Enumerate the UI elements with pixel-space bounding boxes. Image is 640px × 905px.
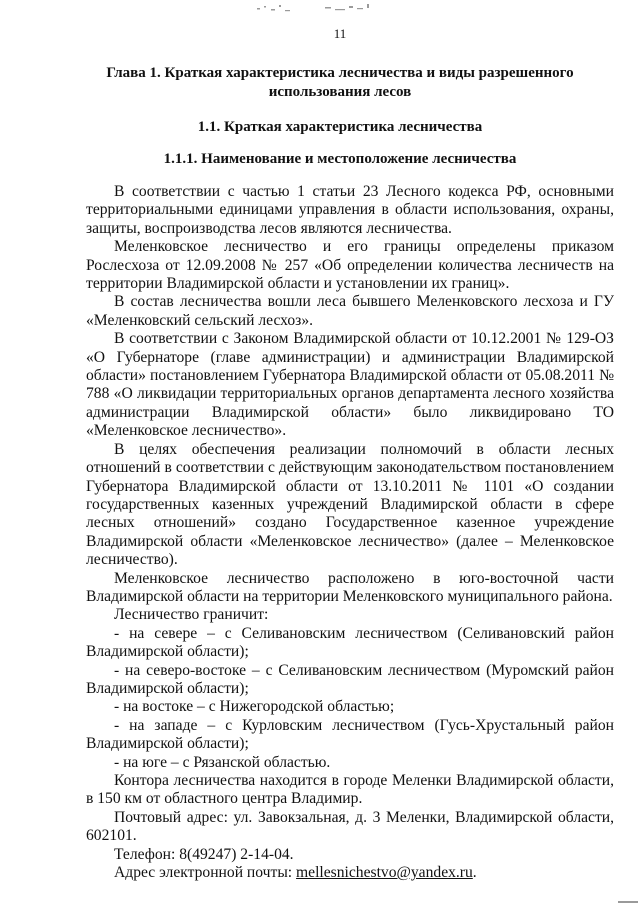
border-item: - на севере – с Селивановским лесничеством (Селивановский район Владимирской области); (86, 624, 614, 661)
paragraph: Лесничество граничит: (114, 606, 269, 624)
phone-line: Телефон: 8(49247) 2-14-04. (114, 845, 294, 863)
paragraph: В соответствии с частью 1 статьи 23 Лесного кодекса РФ, основными территориальными единицами управления в области использования, охраны, защиты, воспроизводства лесов являются лесничества. (86, 183, 614, 237)
paragraph: Меленковское лесничество расположено в юго-восточной части Владимирской области на территории Меленковского муниципального района. (86, 569, 614, 605)
section-heading: 1.1. Краткая характеристика лесничества (197, 119, 483, 135)
chapter-heading: Глава 1. Краткая характеристика лесничества и виды разрешенного использования лесов (106, 65, 574, 100)
paragraph: В соответствии с Законом Владимирской области от 10.12.2001 № 129-ОЗ «О Губернаторе (главе администрации) и администрации Владимирской области» постановлением Губернатора Владимирской области от 05.08.2011 № 788 «О ликвидации территориальных органов департамента лесного хозяйства администрации Владимирской области» было ликвидировано ТО «Меленковское лесничество». (86, 330, 614, 440)
border-item: - на юге – с Рязанской областью. (114, 753, 331, 771)
paragraph: Меленковское лесничество и его границы определены приказом Рослесхоза от 12.09.2008 № 257 «Об определении количества лесничеств на территории Владимирской области и установлении их границ». (86, 238, 614, 293)
postal-address: Почтовый адрес: ул. Завокзальная, д. 3 Меленки, Владимирской области, 602101. (86, 808, 614, 845)
email-line (86, 864, 614, 882)
paragraph: В состав лесничества вошли леса бывшего Меленковского лесхоза и ГУ «Меленковский сельский лесхоз». (86, 293, 614, 329)
page-number: 11 (333, 26, 347, 41)
email-label: Адрес электронной почты: (114, 864, 293, 882)
paragraph: Контора лесничества находится в городе Меленки Владимирской области, в 150 км от областного центра Владимир. (86, 772, 614, 808)
border-item: - на востоке – с Нижегородской областью; (114, 698, 395, 716)
scan-corner-artifact (610, 899, 640, 905)
email-end: . (472, 864, 477, 882)
border-item: - на западе – с Курловским лесничеством (Гусь-Хрустальный район Владимирской области); (86, 716, 614, 753)
document-body (86, 183, 614, 882)
subsection-heading: 1.1.1. Наименование и местоположение лесничества (163, 151, 517, 167)
paragraph: В целях обеспечения реализации полномочий в области лесных отношений в соответствии с действующим законодательством постановлением Губернатора Владимирской области от 13.10.2011 № 1101 «О создании государственных казенных учреждений Владимирской области в сфере лесных отношений» создано Государственное казенное учреждение Владимирской области «Меленковское лесничество» (далее – Меленковское лесничество). (86, 440, 614, 569)
scan-artifact (255, 0, 385, 18)
border-item: - на северо-востоке – с Селивановским лесничеством (Муромский район Владимирской области); (86, 661, 614, 697)
email-link[interactable]: mellesnichestvo@yandex.ru (296, 864, 473, 882)
